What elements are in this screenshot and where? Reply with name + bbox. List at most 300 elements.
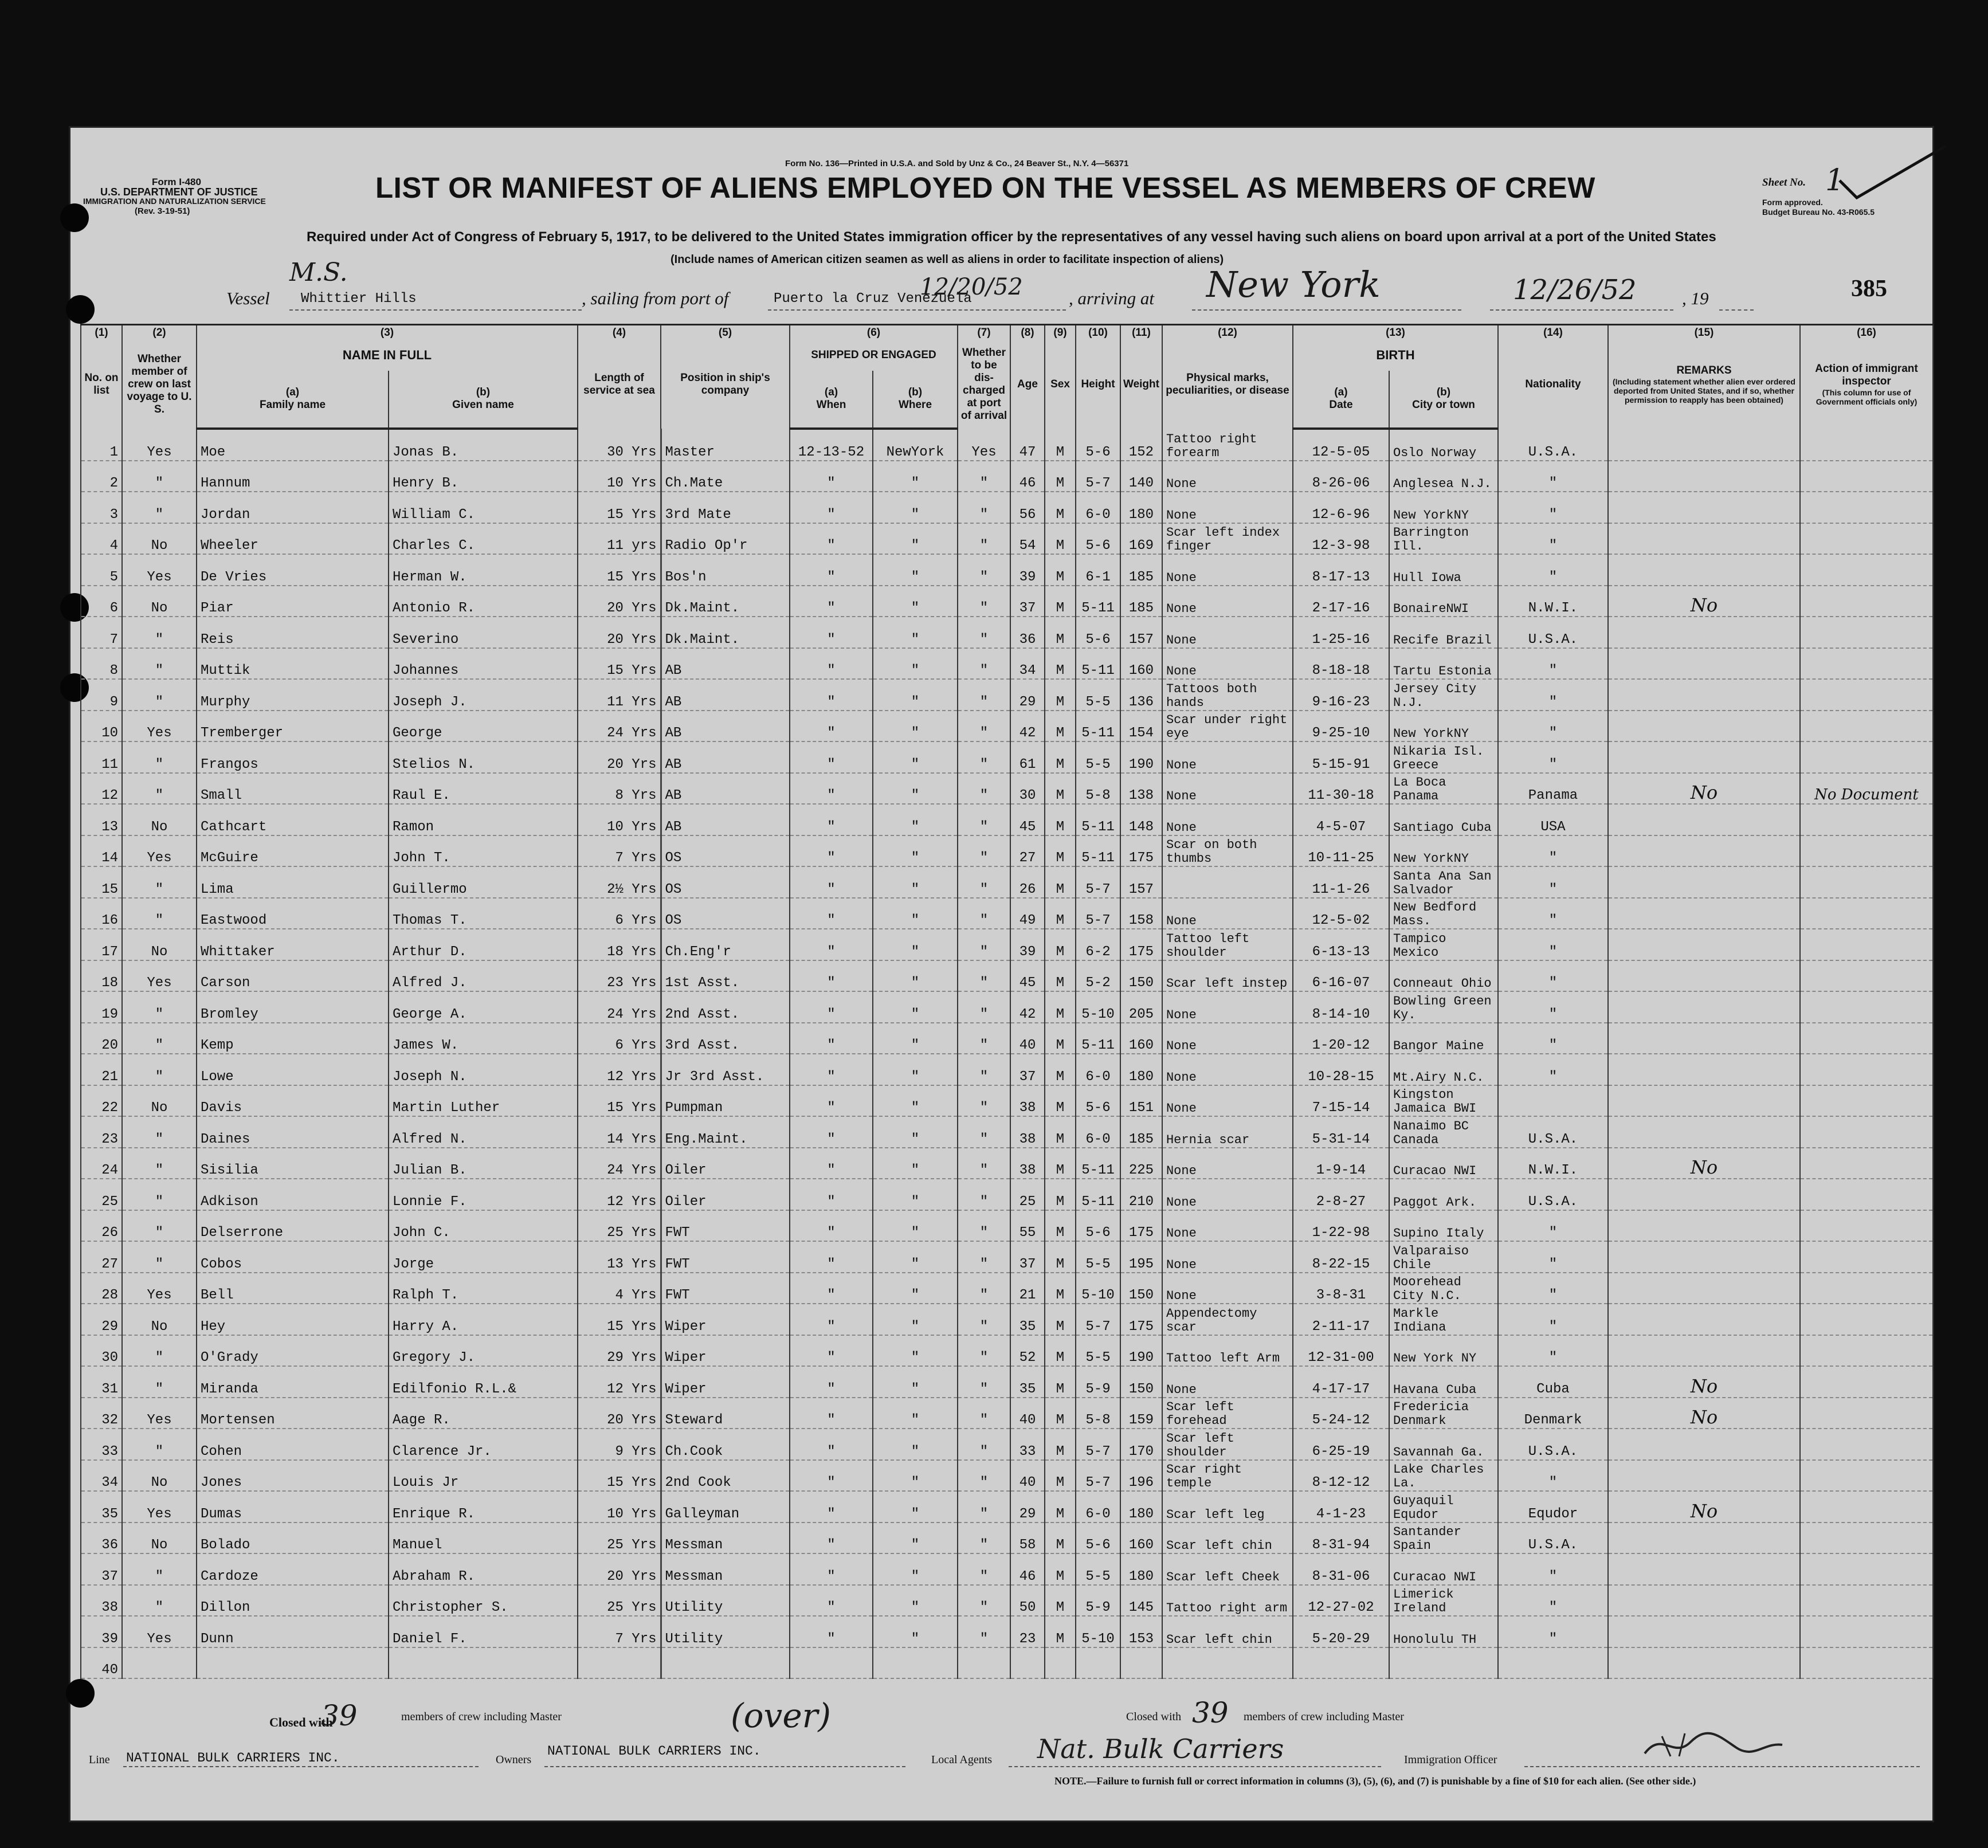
col-num-11: (11)	[1120, 325, 1162, 341]
cell-inspector-action	[1800, 1023, 1933, 1054]
cell-prev-voyage: "	[122, 648, 197, 680]
cell-physical-marks: Scar left shoulder	[1162, 1429, 1293, 1460]
cell-weight: 180	[1120, 1054, 1162, 1085]
cell-nationality: "	[1498, 1210, 1608, 1242]
cell-position: Bos'n	[661, 554, 790, 586]
cell-position: Ch.Mate	[661, 461, 790, 492]
form-approval: Form approved.	[1762, 198, 1823, 207]
cell-shipped-when	[790, 1647, 873, 1679]
cell-remarks	[1608, 804, 1800, 835]
cell-height: 5-7	[1076, 898, 1120, 929]
cell-inspector-action	[1800, 1241, 1933, 1273]
cell-height: 5-5	[1076, 679, 1120, 711]
cell-birth-date	[1293, 1647, 1389, 1679]
cell-discharged: "	[958, 1210, 1010, 1242]
cell-sex: M	[1045, 1585, 1076, 1616]
page-title: LIST OR MANIFEST OF ALIENS EMPLOYED ON THE VESSEL AS MEMBERS OF CREW	[375, 171, 1595, 204]
cell-birth-date: 12-6-96	[1293, 492, 1389, 523]
year-underline	[1719, 309, 1754, 311]
cell-nationality: "	[1498, 898, 1608, 929]
cell-shipped-where: "	[873, 1304, 958, 1335]
cell-age: 25	[1010, 1179, 1045, 1210]
cell-birth-date: 2-8-27	[1293, 1179, 1389, 1210]
cell-nationality: USA	[1498, 804, 1608, 835]
cell-length-of-service: 25 Yrs	[578, 1585, 661, 1616]
cell-family-name: Daines	[197, 1116, 389, 1148]
cell-birth-city: Havana Cuba	[1389, 1366, 1498, 1398]
cell-birth-city: Moorehead City N.C.	[1389, 1273, 1498, 1304]
cell-physical-marks: Scar left chin	[1162, 1523, 1293, 1554]
cell-physical-marks: Scar left leg	[1162, 1491, 1293, 1523]
header-remarks	[1608, 340, 1800, 429]
cell-birth-date: 2-11-17	[1293, 1304, 1389, 1335]
cell-row-number: 14	[81, 835, 122, 867]
cell-birth-date: 8-17-13	[1293, 554, 1389, 586]
cell-physical-marks: Scar left forehead	[1162, 1398, 1293, 1429]
cell-inspector-action	[1800, 1210, 1933, 1242]
cell-sex: M	[1045, 960, 1076, 992]
cell-shipped-where	[873, 1647, 958, 1679]
cell-discharged: "	[958, 617, 1010, 648]
page-subtitle-2: (Include names of American citizen seamen as well as aliens in order to facilitate inspection of aliens)	[670, 253, 1224, 266]
cell-shipped-when: "	[790, 586, 873, 617]
cell-discharged: "	[958, 1335, 1010, 1367]
cell-prev-voyage: No	[122, 1304, 197, 1335]
cell-family-name: Reis	[197, 617, 389, 648]
cell-position: Oiler	[661, 1179, 790, 1210]
cell-prev-voyage: "	[122, 1054, 197, 1085]
cell-remarks	[1608, 492, 1800, 523]
cell-inspector-action	[1800, 1304, 1933, 1335]
cell-shipped-when: "	[790, 866, 873, 898]
cell-age: 26	[1010, 866, 1045, 898]
cell-shipped-where: "	[873, 1241, 958, 1273]
cell-height: 5-6	[1076, 429, 1120, 461]
cell-birth-date: 6-25-19	[1293, 1429, 1389, 1460]
cell-given-name: Guillermo	[389, 866, 578, 898]
cell-family-name: Lima	[197, 866, 389, 898]
cell-birth-date: 4-5-07	[1293, 804, 1389, 835]
cell-weight: 136	[1120, 679, 1162, 711]
cell-remarks	[1608, 461, 1800, 492]
cell-shipped-where: "	[873, 1585, 958, 1616]
cell-weight: 160	[1120, 1023, 1162, 1054]
cell-height: 6-0	[1076, 1491, 1120, 1523]
cell-shipped-where: "	[873, 554, 958, 586]
cell-length-of-service: 25 Yrs	[578, 1210, 661, 1242]
cell-given-name: Stelios N.	[389, 741, 578, 773]
cell-birth-date: 8-12-12	[1293, 1460, 1389, 1492]
cell-length-of-service: 7 Yrs	[578, 835, 661, 867]
cell-length-of-service: 11 Yrs	[578, 679, 661, 711]
cell-birth-city: Oslo Norway	[1389, 429, 1498, 461]
cell-sex: M	[1045, 991, 1076, 1023]
cell-family-name: Jordan	[197, 492, 389, 523]
punch-hole	[66, 295, 95, 324]
table-row	[81, 1335, 1933, 1367]
cell-physical-marks: None	[1162, 804, 1293, 835]
cell-birth-city: Santander Spain	[1389, 1523, 1498, 1554]
cell-height	[1076, 1647, 1120, 1679]
closed-members-label: members of crew including Master	[401, 1710, 562, 1723]
cell-length-of-service: 18 Yrs	[578, 929, 661, 960]
cell-sex	[1045, 1647, 1076, 1679]
header-action	[1800, 340, 1933, 429]
cell-discharged: "	[958, 1179, 1010, 1210]
cell-length-of-service: 6 Yrs	[578, 898, 661, 929]
cell-weight: 150	[1120, 960, 1162, 992]
cell-nationality: Panama	[1498, 773, 1608, 805]
cell-nationality: "	[1498, 1241, 1608, 1273]
cell-given-name: Julian B.	[389, 1148, 578, 1179]
cell-nationality: U.S.A.	[1498, 1429, 1608, 1460]
cell-age: 47	[1010, 429, 1045, 461]
cell-inspector-action	[1800, 866, 1933, 898]
cell-sex: M	[1045, 617, 1076, 648]
cell-shipped-when: "	[790, 1460, 873, 1492]
cell-shipped-when: "	[790, 1023, 873, 1054]
cell-birth-date: 5-20-29	[1293, 1616, 1389, 1647]
cell-row-number: 13	[81, 804, 122, 835]
cell-shipped-where: "	[873, 586, 958, 617]
cell-family-name: Bell	[197, 1273, 389, 1304]
cell-remarks	[1608, 1054, 1800, 1085]
cell-remarks	[1608, 898, 1800, 929]
cell-nationality: U.S.A.	[1498, 429, 1608, 461]
cell-physical-marks: Tattoo right forearm	[1162, 429, 1293, 461]
cell-shipped-where: "	[873, 1023, 958, 1054]
table-row	[81, 1553, 1933, 1585]
cell-physical-marks: None	[1162, 1366, 1293, 1398]
cell-sex: M	[1045, 1241, 1076, 1273]
page-subtitle: Required under Act of Congress of February 5, 1917, to be delivered to the United States immigration officer by the representatives of any vessel having such aliens on board upon arrival at a port of the United States	[307, 229, 1716, 245]
cell-sex: M	[1045, 1023, 1076, 1054]
cell-position: OS	[661, 835, 790, 867]
cell-sex: M	[1045, 1553, 1076, 1585]
sailing-underline	[768, 309, 1066, 311]
cell-position: OS	[661, 898, 790, 929]
table-row	[81, 960, 1933, 992]
cell-birth-city: Markle Indiana	[1389, 1304, 1498, 1335]
table-row	[81, 1398, 1933, 1429]
cell-nationality: "	[1498, 835, 1608, 867]
table-row	[81, 1116, 1933, 1148]
cell-age: 56	[1010, 492, 1045, 523]
cell-age: 37	[1010, 586, 1045, 617]
cell-weight: 145	[1120, 1585, 1162, 1616]
cell-sex: M	[1045, 648, 1076, 680]
cell-birth-city: Nanaimo BC Canada	[1389, 1116, 1498, 1148]
cell-given-name: Lonnie F.	[389, 1179, 578, 1210]
officer-underline	[1524, 1766, 1920, 1767]
cell-length-of-service: 20 Yrs	[578, 586, 661, 617]
cell-weight: 151	[1120, 1085, 1162, 1117]
cell-prev-voyage: No	[122, 1523, 197, 1554]
cell-shipped-where: "	[873, 1085, 958, 1117]
cell-discharged	[958, 1647, 1010, 1679]
cell-position: Master	[661, 429, 790, 461]
cell-birth-date: 8-26-06	[1293, 461, 1389, 492]
cell-row-number: 39	[81, 1616, 122, 1647]
cell-inspector-action	[1800, 1553, 1933, 1585]
cell-birth-date: 11-1-26	[1293, 866, 1389, 898]
cell-remarks	[1608, 1241, 1800, 1273]
cell-birth-city: Fredericia Denmark	[1389, 1398, 1498, 1429]
cell-shipped-when: "	[790, 1304, 873, 1335]
cell-row-number: 16	[81, 898, 122, 929]
table-row	[81, 804, 1933, 835]
cell-birth-date: 8-18-18	[1293, 648, 1389, 680]
cell-given-name: Jorge	[389, 1241, 578, 1273]
cell-birth-city: Savannah Ga.	[1389, 1429, 1498, 1460]
cell-shipped-when: "	[790, 929, 873, 960]
cell-discharged: "	[958, 773, 1010, 805]
cell-birth-city: Conneaut Ohio	[1389, 960, 1498, 992]
cell-position: Messman	[661, 1523, 790, 1554]
cell-prev-voyage: Yes	[122, 960, 197, 992]
cell-birth-date: 3-8-31	[1293, 1273, 1389, 1304]
header-city-label: City or town	[1412, 399, 1475, 411]
owners-label: Owners	[496, 1753, 532, 1766]
cell-birth-city: Bowling Green Ky.	[1389, 991, 1498, 1023]
cell-length-of-service: 20 Yrs	[578, 741, 661, 773]
cell-remarks	[1608, 1273, 1800, 1304]
cell-row-number: 32	[81, 1398, 122, 1429]
cell-row-number: 24	[81, 1148, 122, 1179]
cell-row-number: 37	[81, 1553, 122, 1585]
cell-discharged: "	[958, 1429, 1010, 1460]
col-num-15: (15)	[1608, 325, 1800, 341]
cell-discharged: "	[958, 1241, 1010, 1273]
cell-nationality: U.S.A.	[1498, 1116, 1608, 1148]
cell-height: 5-5	[1076, 1553, 1120, 1585]
cell-birth-city: Curacao NWI	[1389, 1148, 1498, 1179]
cell-length-of-service: 15 Yrs	[578, 1460, 661, 1492]
sheet-number: 1	[1825, 163, 1845, 198]
cell-remarks	[1608, 1116, 1800, 1148]
cell-weight: 190	[1120, 1335, 1162, 1367]
cell-age: 45	[1010, 804, 1045, 835]
cell-height: 5-8	[1076, 1398, 1120, 1429]
cell-position: 2nd Cook	[661, 1460, 790, 1492]
arriving-label: , arriving at	[1069, 288, 1154, 308]
cell-physical-marks: Scar left index finger	[1162, 523, 1293, 555]
cell-discharged: "	[958, 1523, 1010, 1554]
cell-length-of-service: 15 Yrs	[578, 1304, 661, 1335]
cell-shipped-when: "	[790, 1585, 873, 1616]
cell-height: 6-2	[1076, 929, 1120, 960]
sailing-date: 12/20/52	[920, 274, 1023, 300]
cell-remarks	[1608, 1647, 1800, 1679]
cell-position: Galleyman	[661, 1491, 790, 1523]
cell-physical-marks: Hernia scar	[1162, 1116, 1293, 1148]
sailing-label: , sailing from port of	[582, 288, 729, 308]
cell-discharged: "	[958, 929, 1010, 960]
cell-sex: M	[1045, 679, 1076, 711]
cell-prev-voyage: No	[122, 1460, 197, 1492]
cell-physical-marks: Tattoo right arm	[1162, 1585, 1293, 1616]
cell-prev-voyage: "	[122, 1116, 197, 1148]
cell-length-of-service: 12 Yrs	[578, 1366, 661, 1398]
cell-family-name: Murphy	[197, 679, 389, 711]
cell-nationality: "	[1498, 1335, 1608, 1367]
cell-row-number: 38	[81, 1585, 122, 1616]
cell-height: 5-10	[1076, 1273, 1120, 1304]
cell-height: 5-5	[1076, 741, 1120, 773]
cell-prev-voyage: Yes	[122, 1273, 197, 1304]
cell-position: Radio Op'r	[661, 523, 790, 555]
cell-age: 40	[1010, 1023, 1045, 1054]
cell-position: 2nd Asst.	[661, 991, 790, 1023]
cell-row-number: 5	[81, 554, 122, 586]
cell-prev-voyage: "	[122, 1429, 197, 1460]
cell-given-name: George A.	[389, 991, 578, 1023]
cell-age: 54	[1010, 523, 1045, 555]
cell-age: 29	[1010, 679, 1045, 711]
cell-given-name: Joseph N.	[389, 1054, 578, 1085]
cell-remarks	[1608, 523, 1800, 555]
cell-given-name: Aage R.	[389, 1398, 578, 1429]
cell-birth-date: 9-16-23	[1293, 679, 1389, 711]
cell-given-name: Manuel	[389, 1523, 578, 1554]
cell-length-of-service: 23 Yrs	[578, 960, 661, 992]
cell-remarks	[1608, 679, 1800, 711]
cell-weight: 138	[1120, 773, 1162, 805]
cell-position: Eng.Maint.	[661, 1116, 790, 1148]
cell-shipped-where: "	[873, 1616, 958, 1647]
cell-length-of-service: 10 Yrs	[578, 461, 661, 492]
cell-discharged: "	[958, 1304, 1010, 1335]
cell-nationality: "	[1498, 960, 1608, 992]
cell-family-name: Bolado	[197, 1523, 389, 1554]
vessel-label: Vessel	[226, 288, 270, 308]
cell-row-number: 33	[81, 1429, 122, 1460]
col-num-2: (2)	[122, 325, 197, 341]
cell-height: 6-0	[1076, 1054, 1120, 1085]
cell-physical-marks: Scar right temple	[1162, 1460, 1293, 1492]
cell-discharged: "	[958, 1023, 1010, 1054]
cell-position: Ch.Eng'r	[661, 929, 790, 960]
col-num-1: (1)	[81, 325, 122, 341]
cell-shipped-when: "	[790, 1116, 873, 1148]
cell-inspector-action	[1800, 1085, 1933, 1117]
cell-family-name: Small	[197, 773, 389, 805]
cell-discharged: "	[958, 586, 1010, 617]
table-row	[81, 1523, 1933, 1554]
col-num-5: (5)	[661, 325, 790, 341]
cell-family-name: Jones	[197, 1460, 389, 1492]
cell-position: Dk.Maint.	[661, 617, 790, 648]
col-num-3: (3)	[197, 325, 578, 341]
header-age: Age	[1010, 340, 1045, 429]
cell-sex: M	[1045, 866, 1076, 898]
cell-nationality: "	[1498, 741, 1608, 773]
cell-inspector-action	[1800, 1616, 1933, 1647]
cell-shipped-where: "	[873, 804, 958, 835]
cell-shipped-where: "	[873, 741, 958, 773]
cell-age: 21	[1010, 1273, 1045, 1304]
cell-inspector-action	[1800, 1273, 1933, 1304]
punch-hole	[66, 1679, 95, 1708]
cell-prev-voyage: Yes	[122, 835, 197, 867]
cell-birth-date: 12-5-05	[1293, 429, 1389, 461]
cell-physical-marks: Tattoo left Arm	[1162, 1335, 1293, 1367]
cell-row-number: 25	[81, 1179, 122, 1210]
cell-weight	[1120, 1647, 1162, 1679]
cell-sex: M	[1045, 1523, 1076, 1554]
cell-age	[1010, 1647, 1045, 1679]
cell-height: 5-11	[1076, 1179, 1120, 1210]
cell-row-number: 4	[81, 523, 122, 555]
cell-shipped-when: "	[790, 1335, 873, 1367]
cell-row-number: 2	[81, 461, 122, 492]
cell-shipped-where: "	[873, 648, 958, 680]
cell-age: 49	[1010, 898, 1045, 929]
cell-inspector-action	[1800, 1585, 1933, 1616]
cell-birth-date: 5-15-91	[1293, 741, 1389, 773]
header-city-letter: (b)	[1436, 386, 1451, 399]
cell-family-name: Cathcart	[197, 804, 389, 835]
cell-remarks	[1608, 1585, 1800, 1616]
cell-sex: M	[1045, 1335, 1076, 1367]
table-row	[81, 835, 1933, 867]
cell-nationality: "	[1498, 1553, 1608, 1585]
header-given-name	[389, 371, 578, 429]
cell-row-number: 1	[81, 429, 122, 461]
cell-remarks	[1608, 648, 1800, 680]
cell-family-name: Dunn	[197, 1616, 389, 1647]
cell-nationality: "	[1498, 1585, 1608, 1616]
cell-shipped-when: "	[790, 679, 873, 711]
cell-height: 5-10	[1076, 1616, 1120, 1647]
cell-family-name: Davis	[197, 1085, 389, 1117]
closed-label: Closed with	[269, 1715, 333, 1729]
cell-birth-city: Barrington Ill.	[1389, 523, 1498, 555]
cell-birth-date: 1-22-98	[1293, 1210, 1389, 1242]
cell-nationality	[1498, 1647, 1608, 1679]
cell-inspector-action	[1800, 648, 1933, 680]
cell-sex: M	[1045, 1460, 1076, 1492]
cell-given-name: William C.	[389, 492, 578, 523]
cell-shipped-where: "	[873, 1054, 958, 1085]
closed-members-label-2: members of crew including Master	[1244, 1710, 1404, 1723]
cell-nationality: "	[1498, 523, 1608, 555]
table-row	[81, 1241, 1933, 1273]
cell-given-name: James W.	[389, 1023, 578, 1054]
cell-weight: 185	[1120, 554, 1162, 586]
cell-shipped-where: "	[873, 1273, 958, 1304]
cell-row-number: 20	[81, 1023, 122, 1054]
cell-shipped-when: "	[790, 960, 873, 992]
cell-family-name: Bromley	[197, 991, 389, 1023]
cell-weight: 180	[1120, 1491, 1162, 1523]
cell-age: 33	[1010, 1429, 1045, 1460]
cell-age: 61	[1010, 741, 1045, 773]
cell-remarks	[1608, 617, 1800, 648]
table-row	[81, 1429, 1933, 1460]
cell-length-of-service: 6 Yrs	[578, 1023, 661, 1054]
cell-weight: 225	[1120, 1148, 1162, 1179]
cell-age: 45	[1010, 960, 1045, 992]
col-num-7: (7)	[958, 325, 1010, 341]
budget-bureau: Budget Bureau No. 43-R065.5	[1762, 207, 1875, 217]
cell-physical-marks	[1162, 1647, 1293, 1679]
cell-inspector-action	[1800, 1429, 1933, 1460]
punch-hole	[60, 203, 89, 232]
cell-length-of-service: 24 Yrs	[578, 991, 661, 1023]
cell-weight: 150	[1120, 1366, 1162, 1398]
cell-nationality: "	[1498, 461, 1608, 492]
